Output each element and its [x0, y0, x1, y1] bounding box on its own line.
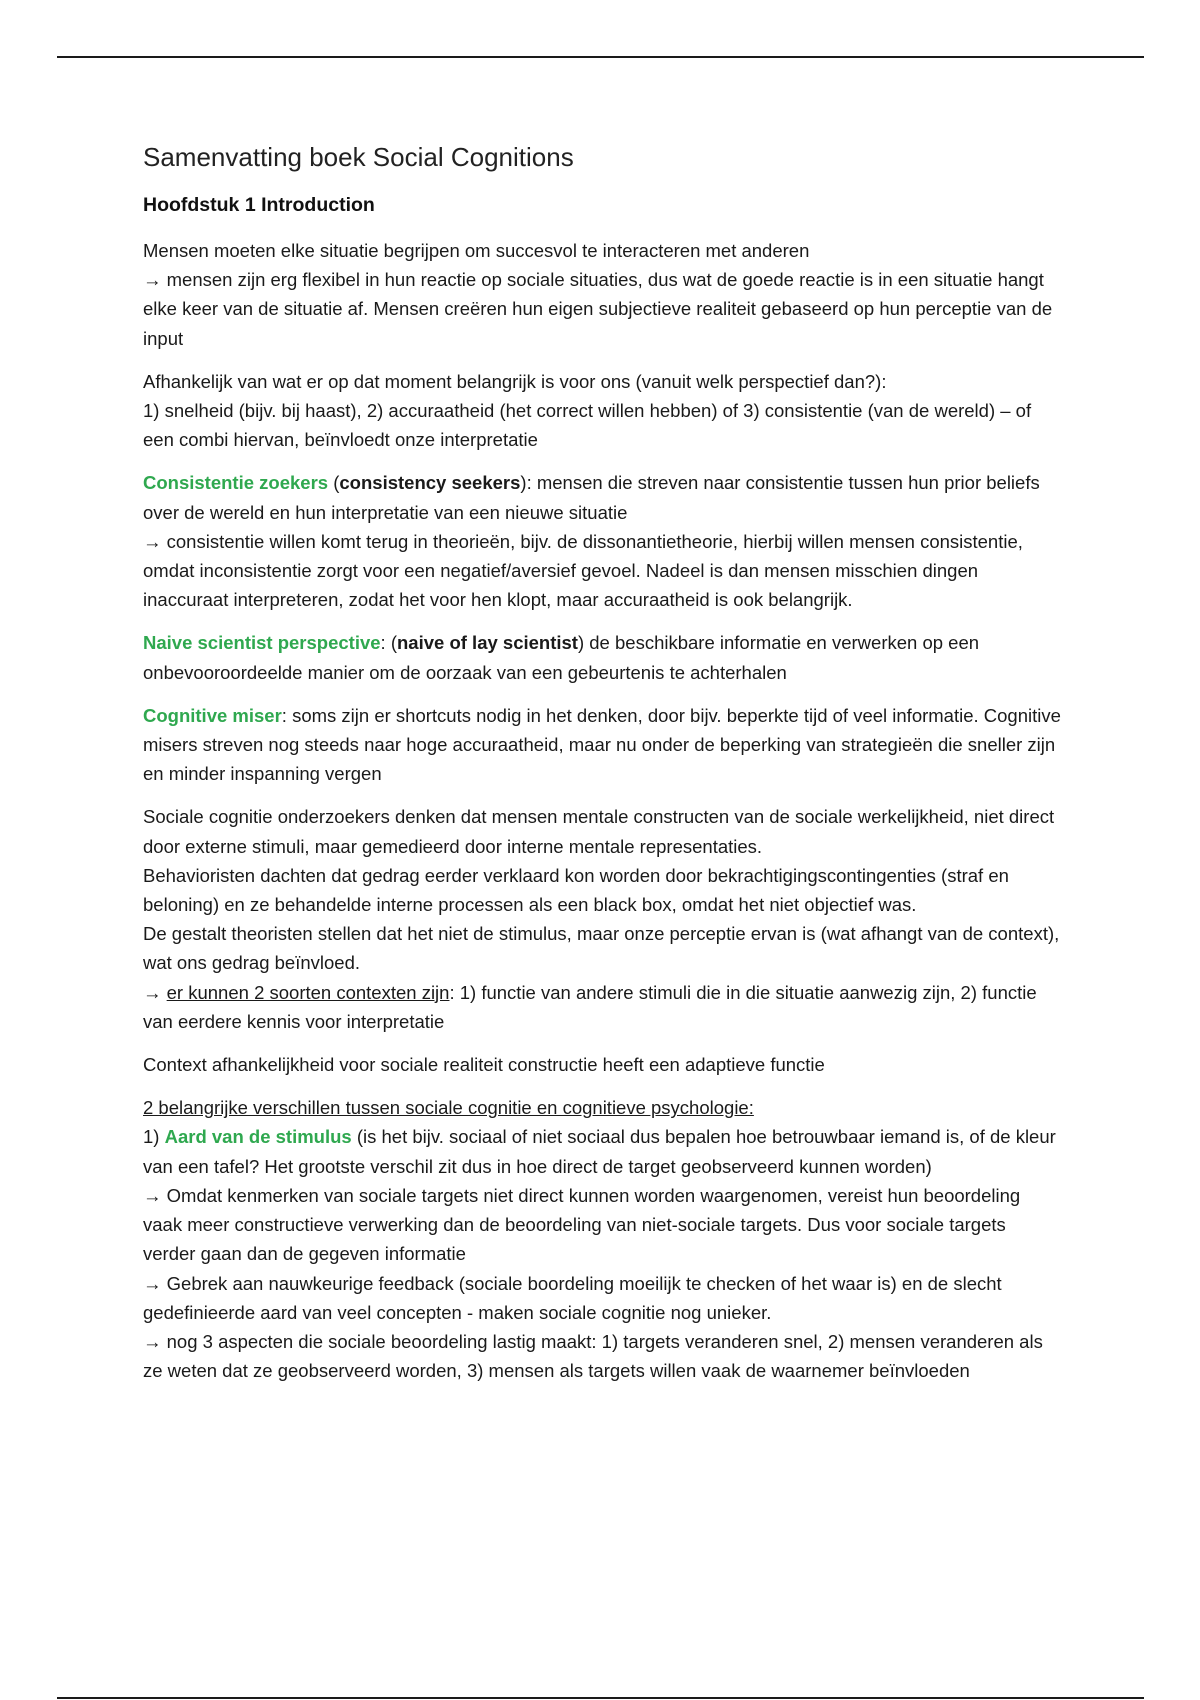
paragraph-social-cognition — [143, 802, 1063, 1036]
contexts-arrow: → — [143, 981, 167, 1003]
stimulus-explanation: (is het bijv. sociaal of niet sociaal dus bepalen hoe betrouwbaar iemand is, of de kleur van een tafel? Het grootste verschil zit dus in hoe direct de target geobserveerd kunnen worden) — [143, 1126, 1056, 1177]
term-consistentie-zoekers: Consistentie zoekers — [143, 472, 329, 494]
term-aard-van-de-stimulus: Aard van de stimulus — [164, 1126, 352, 1148]
term-naive-lay-scientist: naive of lay scientist — [397, 632, 578, 654]
differences-number: 1) — [143, 1126, 165, 1148]
paragraph-cognitive-miser — [143, 701, 1063, 789]
contexts-underlined: er kunnen 2 soorten contexten zijn — [166, 981, 450, 1003]
naive-open: : ( — [380, 632, 397, 654]
social-cognition-line-1: Sociale cognitie onderzoekers denken dat mensen mentale constructen van de sociale werkelijkheid, niet direct door externe stimuli, maar gemedieerd door interne mentale representaties. — [143, 806, 1055, 857]
paragraph-context — [143, 1050, 1063, 1079]
contexts-rest: : 1) functie van andere stimuli die in die situatie aanwezig zijn, 2) functie van eerdere kennis voor interpretatie — [143, 981, 1037, 1032]
document-title: Samenvatting boek Social Cognitions — [143, 142, 574, 172]
naive-definition: ) de beschikbare informatie en verwerken op een onbevooroordeelde manier om de oorzaak van een gebeurtenis te achterhalen — [143, 632, 980, 683]
differences-heading: 2 belangrijke verschillen tussen sociale cognitie en cognitieve psychologie: — [143, 1097, 754, 1119]
consistency-note: → consistentie willen komt terug in theorieën, bijv. de dissonantietheorie, hierbij willen mensen consistentie, omdat inconsistentie zorgt voor een negatief/aversief gevoel. Nadeel is dan mensen misschien dingen inaccuraat interpreteren, zodat het voor hen klopt, maar accuraatheid is ook belangrijk. — [143, 530, 1023, 611]
miser-definition: : soms zijn er shortcuts nodig in het denken, door bijv. beperkte tijd of veel informatie. Cognitive misers streven nog steeds naar hoge accuraatheid, maar nu onder de beperking van strategieën die sneller zijn en minder inspanning vergen — [143, 704, 1061, 785]
differences-line-4: → Gebrek aan nauwkeurige feedback (sociale boordeling moeilijk te checken of het waar is) en de slecht gedefinieerde aard van veel concepten - maken sociale cognitie nog unieker. — [143, 1272, 1002, 1323]
paragraph-consistency-seekers — [143, 468, 1063, 614]
consistency-definition: ): mensen die streven naar consistentie tussen hun prior beliefs over de wereld en hun interpretatie van een nieuwe situatie — [143, 472, 1040, 523]
social-cognition-line-3: De gestalt theoristen stellen dat het niet de stimulus, maar onze perceptie ervan is (wat afhangt van de context), wat ons gedrag beïnvloed. — [143, 923, 1060, 974]
differences-line-3: → Omdat kenmerken van sociale targets niet direct kunnen worden waargenomen, vereist hun beoordeling vaak meer constructieve verwerking dan de beoordeling van niet-sociale targets. Dus voor sociale targets verder gaan dan de gegeven informatie — [143, 1184, 1021, 1265]
term-naive-scientist: Naive scientist perspective — [143, 632, 381, 654]
header-rule — [57, 56, 1144, 58]
intro-line-1: Mensen moeten elke situatie begrijpen om succesvol te interacteren met anderen — [143, 240, 810, 261]
perspective-line-2: 1) snelheid (bijv. bij haast), 2) accuraatheid (het correct willen hebben) of 3) consistentie (van de wereld) – of een combi hiervan, beïnvloedt onze interpretatie — [143, 400, 1032, 451]
differences-line-5: → nog 3 aspecten die sociale beoordeling lastig maakt: 1) targets veranderen snel, 2) mensen veranderen als ze weten dat ze geobserveerd worden, 3) mensen als targets willen vaak de waarnemer beïnvloeden — [143, 1330, 1043, 1382]
paragraph-naive-scientist — [143, 628, 1063, 686]
document-body — [143, 140, 1063, 1399]
footer-rule — [57, 1697, 1144, 1699]
context-line: Context afhankelijkheid voor sociale realiteit constructie heeft een adaptieve functie — [143, 1054, 825, 1076]
term-cognitive-miser: Cognitive miser — [143, 704, 282, 726]
chapter-heading: Hoofdstuk 1 Introduction — [143, 194, 375, 216]
consistency-open: ( — [328, 472, 340, 494]
term-consistency-seekers: consistency seekers — [339, 472, 521, 494]
paragraph-perspective — [143, 367, 1063, 455]
perspective-line-1: Afhankelijk van wat er op dat moment belangrijk is voor ons (vanuit welk perspectief dan?): — [143, 370, 887, 392]
paragraph-intro — [143, 236, 1063, 353]
social-cognition-line-2: Behavioristen dachten dat gedrag eerder verklaard kon worden door bekrachtigingscontingenties (straf en beloning) en ze behandelde interne processen als een black box, omdat het niet objectief was. — [143, 864, 1009, 916]
intro-line-2: → mensen zijn erg flexibel in hun reactie op sociale situaties, dus wat de goede reactie is in een situatie hangt elke keer van de situatie af. Mensen creëren hun eigen subjectieve realiteit gebaseerd op hun perceptie van de input — [143, 269, 1053, 349]
paragraph-differences — [143, 1093, 1063, 1385]
